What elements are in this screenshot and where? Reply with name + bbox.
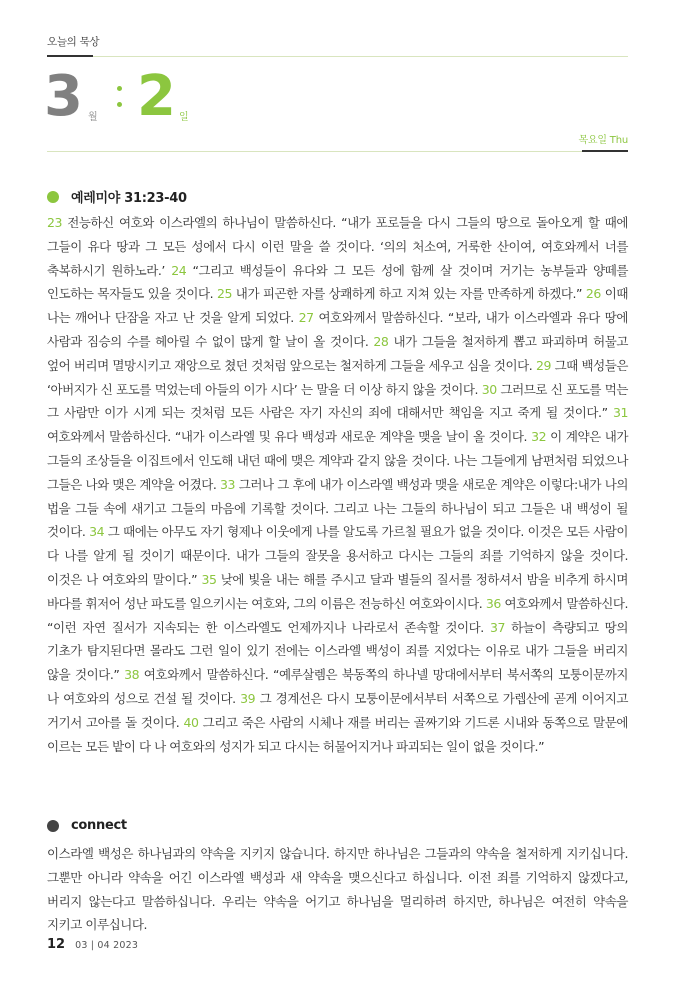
verse-number: 24: [171, 262, 187, 278]
verse-number: 30: [481, 381, 497, 397]
verse-text: 하늘이 측량되고 땅의 기초가 탐지된다면 몰라도 그런 일이 있기 전에는 이스라엘 백성이 죄를 지었다는 이유로 내가 그들을 버리지 않을 것이다.”: [47, 619, 628, 683]
header-underline: [47, 55, 93, 57]
verse-text: 이때 나는 깨어나 단잠을 자고 난 것을 알게 되었다.: [47, 286, 629, 326]
month-number: 3: [44, 64, 83, 129]
connect-heading: [47, 818, 127, 833]
scripture-heading: [47, 187, 187, 206]
verse-text: 여호와께서 말씀하신다. “이런 자연 질서가 지속되는 한 이스라엘도 언제까지나 나라로서 존속할 것이다.: [47, 595, 628, 635]
scripture-reference: 예레미야 31:23-40: [71, 191, 187, 206]
bullet-icon: [47, 820, 59, 832]
page-footer: [47, 937, 138, 952]
verse-text: 그러나 그 후에 내가 이스라엘 백성과 맺을 새로운 계약은 이렇다:내가 나의 법을 그들 속에 새기고 그들의 마음에 기록할 것이다. 그리고 나는 그들의 하나님이 되고 그들은 내 백성이 될 것이다.: [47, 476, 628, 540]
verse-number: 26: [585, 286, 601, 302]
separator-dot: [117, 86, 122, 91]
verse-text: 전능하신 여호와 이스라엘의 하나님이 말씀하신다. “내가 포로들을 다시 그들의 땅으로 돌아오게 할 때에 그들이 유다 땅과 그 모든 성에서 다시 이런 말을 쓸 것이다. ‘의의 처소여, 거룩한 산이여, 여호와께서 너를 축복하시기 원하노라.’: [47, 215, 628, 278]
verse-text: “그리고 백성들이 유다와 그 모든 성에 함께 살 것이며 거기는 농부들과 양떼를 인도하는 목자들도 있을 것이다.: [47, 262, 628, 302]
verse-text: 내가 그들을 철저하게 뽑고 파괴하며 허물고 엎어 버리며 멸망시키고 재앙으로 쳤던 것처럼 앞으로는 철저하게 그들을 세우고 심을 것이다.: [47, 333, 628, 373]
verse-text: 여호와께서 말씀하신다. “예루살렘은 북동쪽의 하나넬 망대에서부터 북서쪽의 모퉁이문까지 나 여호와의 성으로 건설 될 것이다.: [47, 667, 628, 706]
date-separator: [114, 62, 124, 132]
verse-number: 29: [535, 357, 551, 373]
weekday-divider: [47, 151, 582, 152]
verse-number: 36: [485, 595, 501, 611]
connect-text: 이스라엘 백성은 하나님과의 약속을 지키지 않습니다. 하지만 하나님은 그들과의 약속을 철저하게 지키십니다. 그뿐만 아니라 약속을 어긴 이스라엘 백성과 새 약속을 맺으신다고 하십니다. 이전 죄를 기억하지 않겠다고, 버리지 않는다고 말씀하십니다. 우리는 약속을 어기고 하나님을 멀리하려 하지만, 하나님은 여전히 약속을 지키고 이루십니다.: [47, 846, 628, 933]
verse-text: 그때 백성들은 ‘아버지가 신 포도를 먹었는데 아들의 이가 시다’ 는 말을 더 이상 하지 않을 것이다.: [47, 357, 628, 397]
verse-number: 37: [489, 619, 505, 635]
verse-text: 내가 피곤한 자를 상쾌하게 하고 지쳐 있는 자를 만족하게 하겠다.”: [231, 286, 586, 302]
verse-number: 27: [298, 310, 314, 326]
verse-number: 31: [612, 405, 628, 421]
connect-title: connect: [71, 818, 127, 833]
verse-text: 이 계약은 내가 그들의 조상들을 이집트에서 인도해 내던 때에 맺은 계약과 같지 않을 것이다. 나는 그들에게 남편처럼 되었으나 그들은 나와 맺은 계약을 어겼다.: [47, 429, 628, 492]
verse-text: 그러므로 신 포도를 먹는 그 사람만 이가 시게 되는 것처럼 모든 사람은 자기 자신의 죄에 대해서만 책임을 지고 죽게 될 것이다.”: [47, 381, 628, 421]
verse-number: 33: [220, 476, 236, 492]
verse-number: 28: [373, 333, 389, 349]
verse-text: 그리고 죽은 사람의 시체나 재를 버리는 골짜기와 기드론 시내와 동쪽으로 말문에 이르는 모든 밭이 다 나 여호와의 성지가 되고 다시는 허물어지거나 파괴되는 일이 없을 것이다.”: [47, 714, 628, 754]
verse-number: 34: [89, 524, 105, 540]
verse-number: 39: [240, 690, 256, 706]
separator-dot: [117, 102, 122, 107]
verse-text: 낮에 빛을 내는 해를 주시고 달과 별들의 질서를 정하셔서 밤을 비추게 하시며 바다를 휘저어 성난 파도를 일으키시는 여호와, 그의 이름은 전능하신 여호와이시다.: [47, 571, 628, 611]
verse-number: 23: [47, 215, 63, 230]
verse-text: 그 때에는 아무도 자기 형제나 이웃에게 나를 알도록 가르칠 필요가 없을 것이다. 이것은 모든 사람이 다 나를 알게 될 것이기 때문이다. 내가 그들의 잘못을 용서하고 다시는 그들의 죄를 기억하지 않을 것이다. 이것은 나 여호와의 말이다.”: [47, 524, 628, 587]
weekday-label: 목요일 Thu: [578, 135, 628, 146]
day-number: 2: [137, 64, 176, 129]
verse-number: 25: [216, 286, 232, 302]
header-divider: [93, 56, 628, 57]
verse-text: 그 경계선은 다시 모퉁이문에서부터 서쪽으로 가렙산에 곧게 이어지고 거기서 고아를 돌 것이다.: [47, 690, 628, 730]
page-number: 12: [47, 937, 66, 952]
verse-number: 35: [201, 571, 217, 587]
verse-text: 여호와께서 말씀하신다. “내가 이스라엘 및 유다 백성과 새로운 계약을 맺을 날이 올 것이다.: [47, 429, 532, 445]
scripture-text: [47, 211, 628, 758]
verse-text: 여호와께서 말씀하신다. “보라, 내가 이스라엘과 유다 땅에 사람과 짐승의 수를 헤아릴 수 없이 많게 할 날이 올 것이다.: [47, 310, 628, 349]
bullet-icon: [47, 191, 59, 203]
day-unit: 일: [179, 112, 189, 123]
verse-number: 38: [124, 667, 140, 683]
weekday-underline: [582, 150, 628, 152]
section-label: 오늘의 묵상: [47, 36, 100, 48]
verse-number: 40: [183, 714, 199, 730]
verse-number: 32: [531, 429, 547, 445]
month-unit: 월: [88, 112, 98, 123]
issue-date: 03 | 04 2023: [75, 940, 139, 951]
